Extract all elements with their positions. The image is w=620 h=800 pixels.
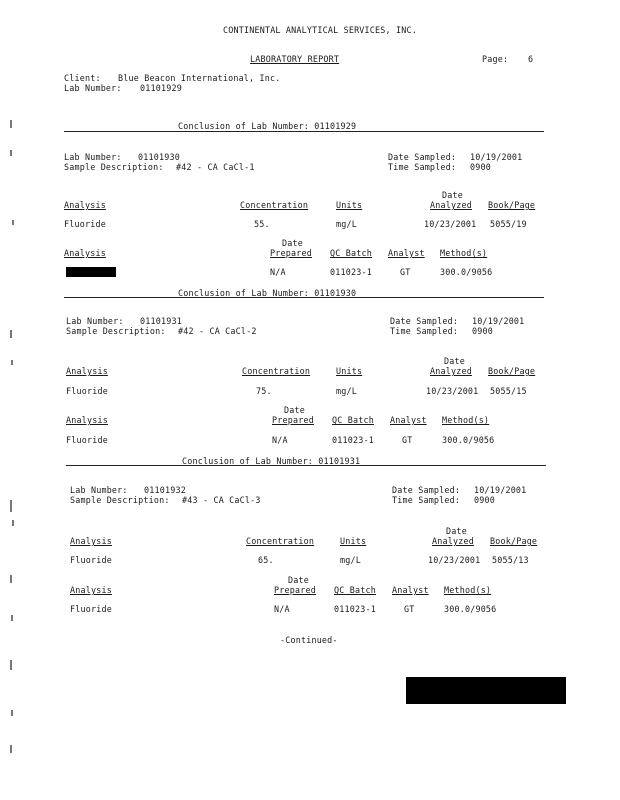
scan-speck [10, 150, 12, 156]
page-number: 6 [528, 54, 534, 64]
sample-description-label: Sample Description: [64, 162, 164, 172]
concentration-header: Concentration [242, 366, 311, 376]
units-value: mg/L [336, 386, 357, 396]
time-sampled-label: Time Sampled: [388, 162, 457, 172]
sample-description: #42 - CA CaCl-1 [176, 162, 255, 172]
conclusion-heading: Conclusion of Lab Number: 01101931 [182, 456, 361, 466]
methods-header: Method(s) [442, 415, 490, 425]
prep-analysis-value: Fluoride [70, 604, 112, 614]
scan-speck [12, 520, 14, 526]
scan-speck [11, 710, 13, 716]
book-page-header: Book/Page [488, 200, 536, 210]
concentration-value: 65. [258, 555, 274, 565]
date-sampled: 10/19/2001 [470, 152, 523, 162]
analyst-header: Analyst [390, 415, 427, 425]
qc-batch-value: 011023-1 [334, 604, 376, 614]
time-sampled: 0900 [474, 495, 495, 505]
methods-value: 300.0/9056 [442, 435, 495, 445]
time-sampled-label: Time Sampled: [392, 495, 461, 505]
time-sampled: 0900 [472, 326, 493, 336]
scan-speck [10, 120, 12, 128]
divider [66, 465, 546, 466]
units-header: Units [340, 536, 367, 546]
report-title: LABORATORY REPORT [250, 54, 340, 64]
analyzed-value: 10/23/2001 [424, 219, 477, 229]
sample-description: #43 - CA CaCl-3 [182, 495, 261, 505]
analyzed-value: 10/23/2001 [428, 555, 481, 565]
scan-speck [11, 615, 13, 621]
divider [64, 297, 544, 298]
scan-speck [12, 220, 14, 225]
units-header: Units [336, 366, 363, 376]
qc-batch-header: QC Batch [334, 585, 376, 595]
conclusion-heading: Conclusion of Lab Number: 01101930 [178, 288, 357, 298]
time-sampled-label: Time Sampled: [390, 326, 459, 336]
book-page-value: 5055/15 [490, 386, 527, 396]
concentration-header: Concentration [246, 536, 315, 546]
analyst-value: GT [400, 267, 411, 277]
conclusion-heading: Conclusion of Lab Number: 01101929 [178, 121, 357, 131]
units-header: Units [336, 200, 363, 210]
header-lab-number-label: Lab Number: [64, 83, 122, 93]
prepared-value: N/A [274, 604, 290, 614]
date-sampled: 10/19/2001 [474, 485, 527, 495]
date-header: Date [282, 238, 303, 248]
scan-speck [10, 660, 12, 670]
analysis-value: Fluoride [66, 386, 108, 396]
analyzed-value: 10/23/2001 [426, 386, 479, 396]
date-header: Date [284, 405, 305, 415]
methods-header: Method(s) [440, 248, 488, 258]
analyzed-header: Analyzed [430, 366, 472, 376]
date-header: Date [446, 526, 467, 536]
prepared-header: Prepared [270, 248, 312, 258]
date-sampled-label: Date Sampled: [392, 485, 461, 495]
lab-number-label: Lab Number: [64, 152, 122, 162]
book-page-header: Book/Page [490, 536, 538, 546]
prepared-header: Prepared [272, 415, 314, 425]
header-lab-number: 01101929 [140, 83, 182, 93]
book-page-value: 5055/19 [490, 219, 527, 229]
analyst-header: Analyst [388, 248, 425, 258]
analysis-value: Fluoride [70, 555, 112, 565]
sample-lab-number: 01101931 [140, 316, 182, 326]
book-page-value: 5055/13 [492, 555, 529, 565]
concentration-value: 75. [256, 386, 272, 396]
book-page-header: Book/Page [488, 366, 536, 376]
redaction-box [406, 677, 566, 704]
page-label: Page: [482, 54, 509, 64]
scan-speck [10, 330, 12, 338]
prepared-value: N/A [270, 267, 286, 277]
prep-analysis-header: Analysis [66, 415, 108, 425]
analysis-header: Analysis [64, 200, 106, 210]
time-sampled: 0900 [470, 162, 491, 172]
sample-description-label: Sample Description: [66, 326, 166, 336]
continued-note: -Continued- [280, 635, 338, 645]
sample-lab-number: 01101930 [138, 152, 180, 162]
company-name: CONTINENTAL ANALYTICAL SERVICES, INC. [223, 25, 417, 35]
units-value: mg/L [336, 219, 357, 229]
prepared-header: Prepared [274, 585, 316, 595]
sample-lab-number: 01101932 [144, 485, 186, 495]
analysis-header: Analysis [70, 536, 112, 546]
scan-speck [11, 360, 13, 365]
qc-batch-header: QC Batch [330, 248, 372, 258]
analyzed-header: Analyzed [432, 536, 474, 546]
date-header: Date [444, 356, 465, 366]
concentration-header: Concentration [240, 200, 309, 210]
client-label: Client: [64, 73, 101, 83]
scan-speck [10, 500, 12, 512]
lab-number-label: Lab Number: [66, 316, 124, 326]
scan-artifacts [4, 120, 18, 760]
prepared-value: N/A [272, 435, 288, 445]
analyst-header: Analyst [392, 585, 429, 595]
date-sampled-label: Date Sampled: [390, 316, 459, 326]
concentration-value: 55. [254, 219, 270, 229]
qc-batch-header: QC Batch [332, 415, 374, 425]
methods-value: 300.0/9056 [444, 604, 497, 614]
sample-description-label: Sample Description: [70, 495, 170, 505]
scan-speck [10, 575, 12, 583]
methods-header: Method(s) [444, 585, 492, 595]
scan-speck [10, 745, 12, 753]
divider [64, 131, 544, 132]
prep-analysis-header: Analysis [70, 585, 112, 595]
analyst-value: GT [402, 435, 413, 445]
date-header: Date [442, 190, 463, 200]
analysis-value: Fluoride [64, 219, 106, 229]
methods-value: 300.0/9056 [440, 267, 493, 277]
sample-description: #42 - CA CaCl-2 [178, 326, 257, 336]
prep-analysis-value: Fluoride [66, 435, 108, 445]
date-sampled-label: Date Sampled: [388, 152, 457, 162]
analyst-value: GT [404, 604, 415, 614]
qc-batch-value: 011023-1 [332, 435, 374, 445]
analysis-header: Analysis [66, 366, 108, 376]
prep-analysis-header: Analysis [64, 248, 106, 258]
lab-number-label: Lab Number: [70, 485, 128, 495]
units-value: mg/L [340, 555, 361, 565]
redaction-box [66, 267, 116, 277]
date-sampled: 10/19/2001 [472, 316, 525, 326]
qc-batch-value: 011023-1 [330, 267, 372, 277]
analyzed-header: Analyzed [430, 200, 472, 210]
date-header: Date [288, 575, 309, 585]
client-name: Blue Beacon International, Inc. [118, 73, 281, 83]
